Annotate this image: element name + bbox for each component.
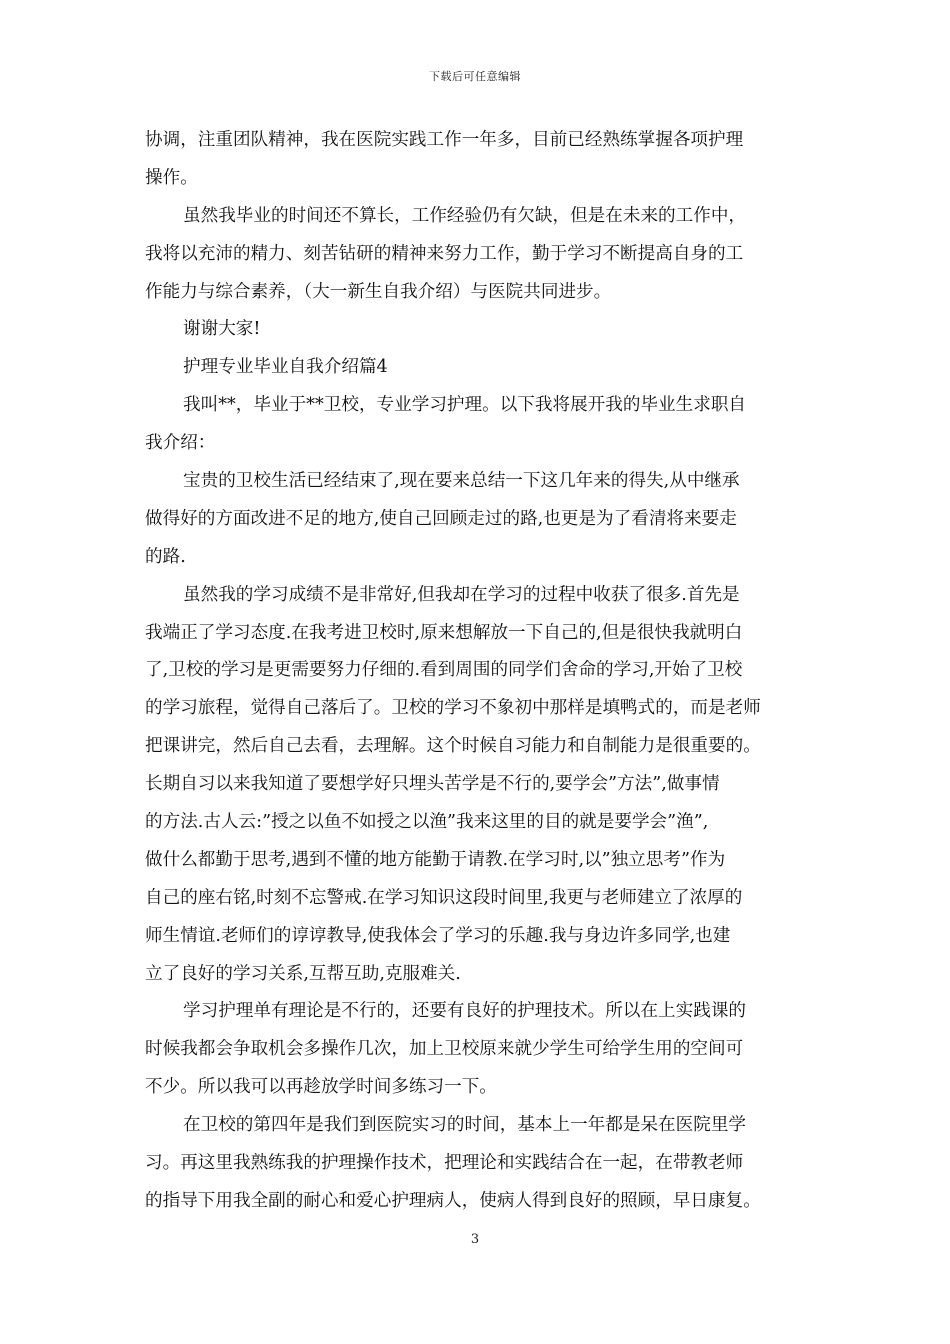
text-line: 自己的座右铭,时刻不忘警戒.在学习知识这段时间里,我更与老师建立了浓厚的 (145, 887, 743, 908)
text-line: 时候我都会争取机会多操作几次，加上卫校原来就少学生可给学生用的空间可 (145, 1039, 744, 1060)
text-line: 不少。所以我可以再趁放学时间多练习一下。 (145, 1077, 497, 1098)
text-line: 我叫**，毕业于**卫校，专业学习护理。以下我将展开我的毕业生求职自 (183, 395, 747, 416)
text-line: 的学习旅程，觉得自己落后了。卫校的学习不象初中那样是填鸭式的，而是老师 (145, 698, 761, 719)
text-line: 习。再这里我熟练我的护理操作技术，把理论和实践结合在一起，在带教老师 (145, 1153, 744, 1174)
text-line: 把课讲完，然后自己去看，去理解。这个时候自习能力和自制能力是很重要的。 (145, 736, 761, 757)
page-header: 下载后可任意编辑 (429, 70, 521, 83)
text-line: 虽然我的学习成绩不是非常好,但我却在学习的过程中收获了很多.首先是 (183, 584, 740, 605)
text-line: 做得好的方面改进不足的地方,使自己回顾走过的路,也更是为了看清将来要走 (145, 508, 737, 529)
text-line: 作能力与综合素养，（大一新生自我介绍）与医院共同进步。 (145, 281, 612, 302)
text-line: 学习护理单有理论是不行的，还要有良好的护理技术。所以在上实践课的 (183, 1001, 747, 1022)
text-line: 的指导下用我全副的耐心和爱心护理病人，使病人得到良好的照顾，早日康复。 (145, 1190, 761, 1211)
text-line: 谢谢大家! (183, 319, 261, 340)
text-line: 协调，注重团队精神，我在医院实践工作一年多，目前已经熟练掌握各项护理 (145, 130, 744, 150)
text-line: 在卫校的第四年是我们到医院实习的时间，基本上一年都是呆在医院里学 (183, 1115, 747, 1136)
text-line: 操作。 (145, 167, 198, 188)
text-line: 我端正了学习态度.在我考进卫校时,原来想解放一下自己的,但是很快我就明白 (145, 622, 743, 643)
text-line: 宝贵的卫校生活已经结束了,现在要来总结一下这几年来的得失,从中继承 (183, 471, 740, 492)
text-line: 虽然我毕业的时间还不算长，工作经验仍有欠缺，但是在未来的工作中， (183, 205, 747, 226)
text-line: 的路. (145, 546, 186, 567)
text-line: 了,卫校的学习是更需要努力仔细的.看到周围的同学们舍命的学习,开始了卫校 (145, 660, 743, 681)
text-line: 做什么都勤于思考,遇到不懂的地方能勤于请教.在学习时,以”独立思考”作为 (145, 849, 726, 870)
text-line: 长期自习以来我知道了要想学好只埋头苦学是不行的,要学会”方法”,做事情 (145, 774, 720, 795)
text-line: 师生情谊.老师们的谆谆教导,使我体会了学习的乐趣.我与身边许多同学,也建 (145, 925, 731, 946)
page-number: 3 (470, 1232, 480, 1247)
document-body (145, 122, 813, 1221)
section-heading: 护理专业毕业自我介绍篇4 (183, 357, 388, 378)
text-line: 我介绍： (145, 433, 216, 454)
text-line: 的方法.古人云:”授之以鱼不如授之以渔”我来这里的目的就是要学会”渔”, (145, 812, 709, 833)
text-line: 我将以充沛的精力、刻苦钻研的精神来努力工作，勤于学习不断提高自身的工 (145, 243, 744, 264)
text-line: 立了良好的学习关系,互帮互助,克服难关. (145, 963, 461, 984)
